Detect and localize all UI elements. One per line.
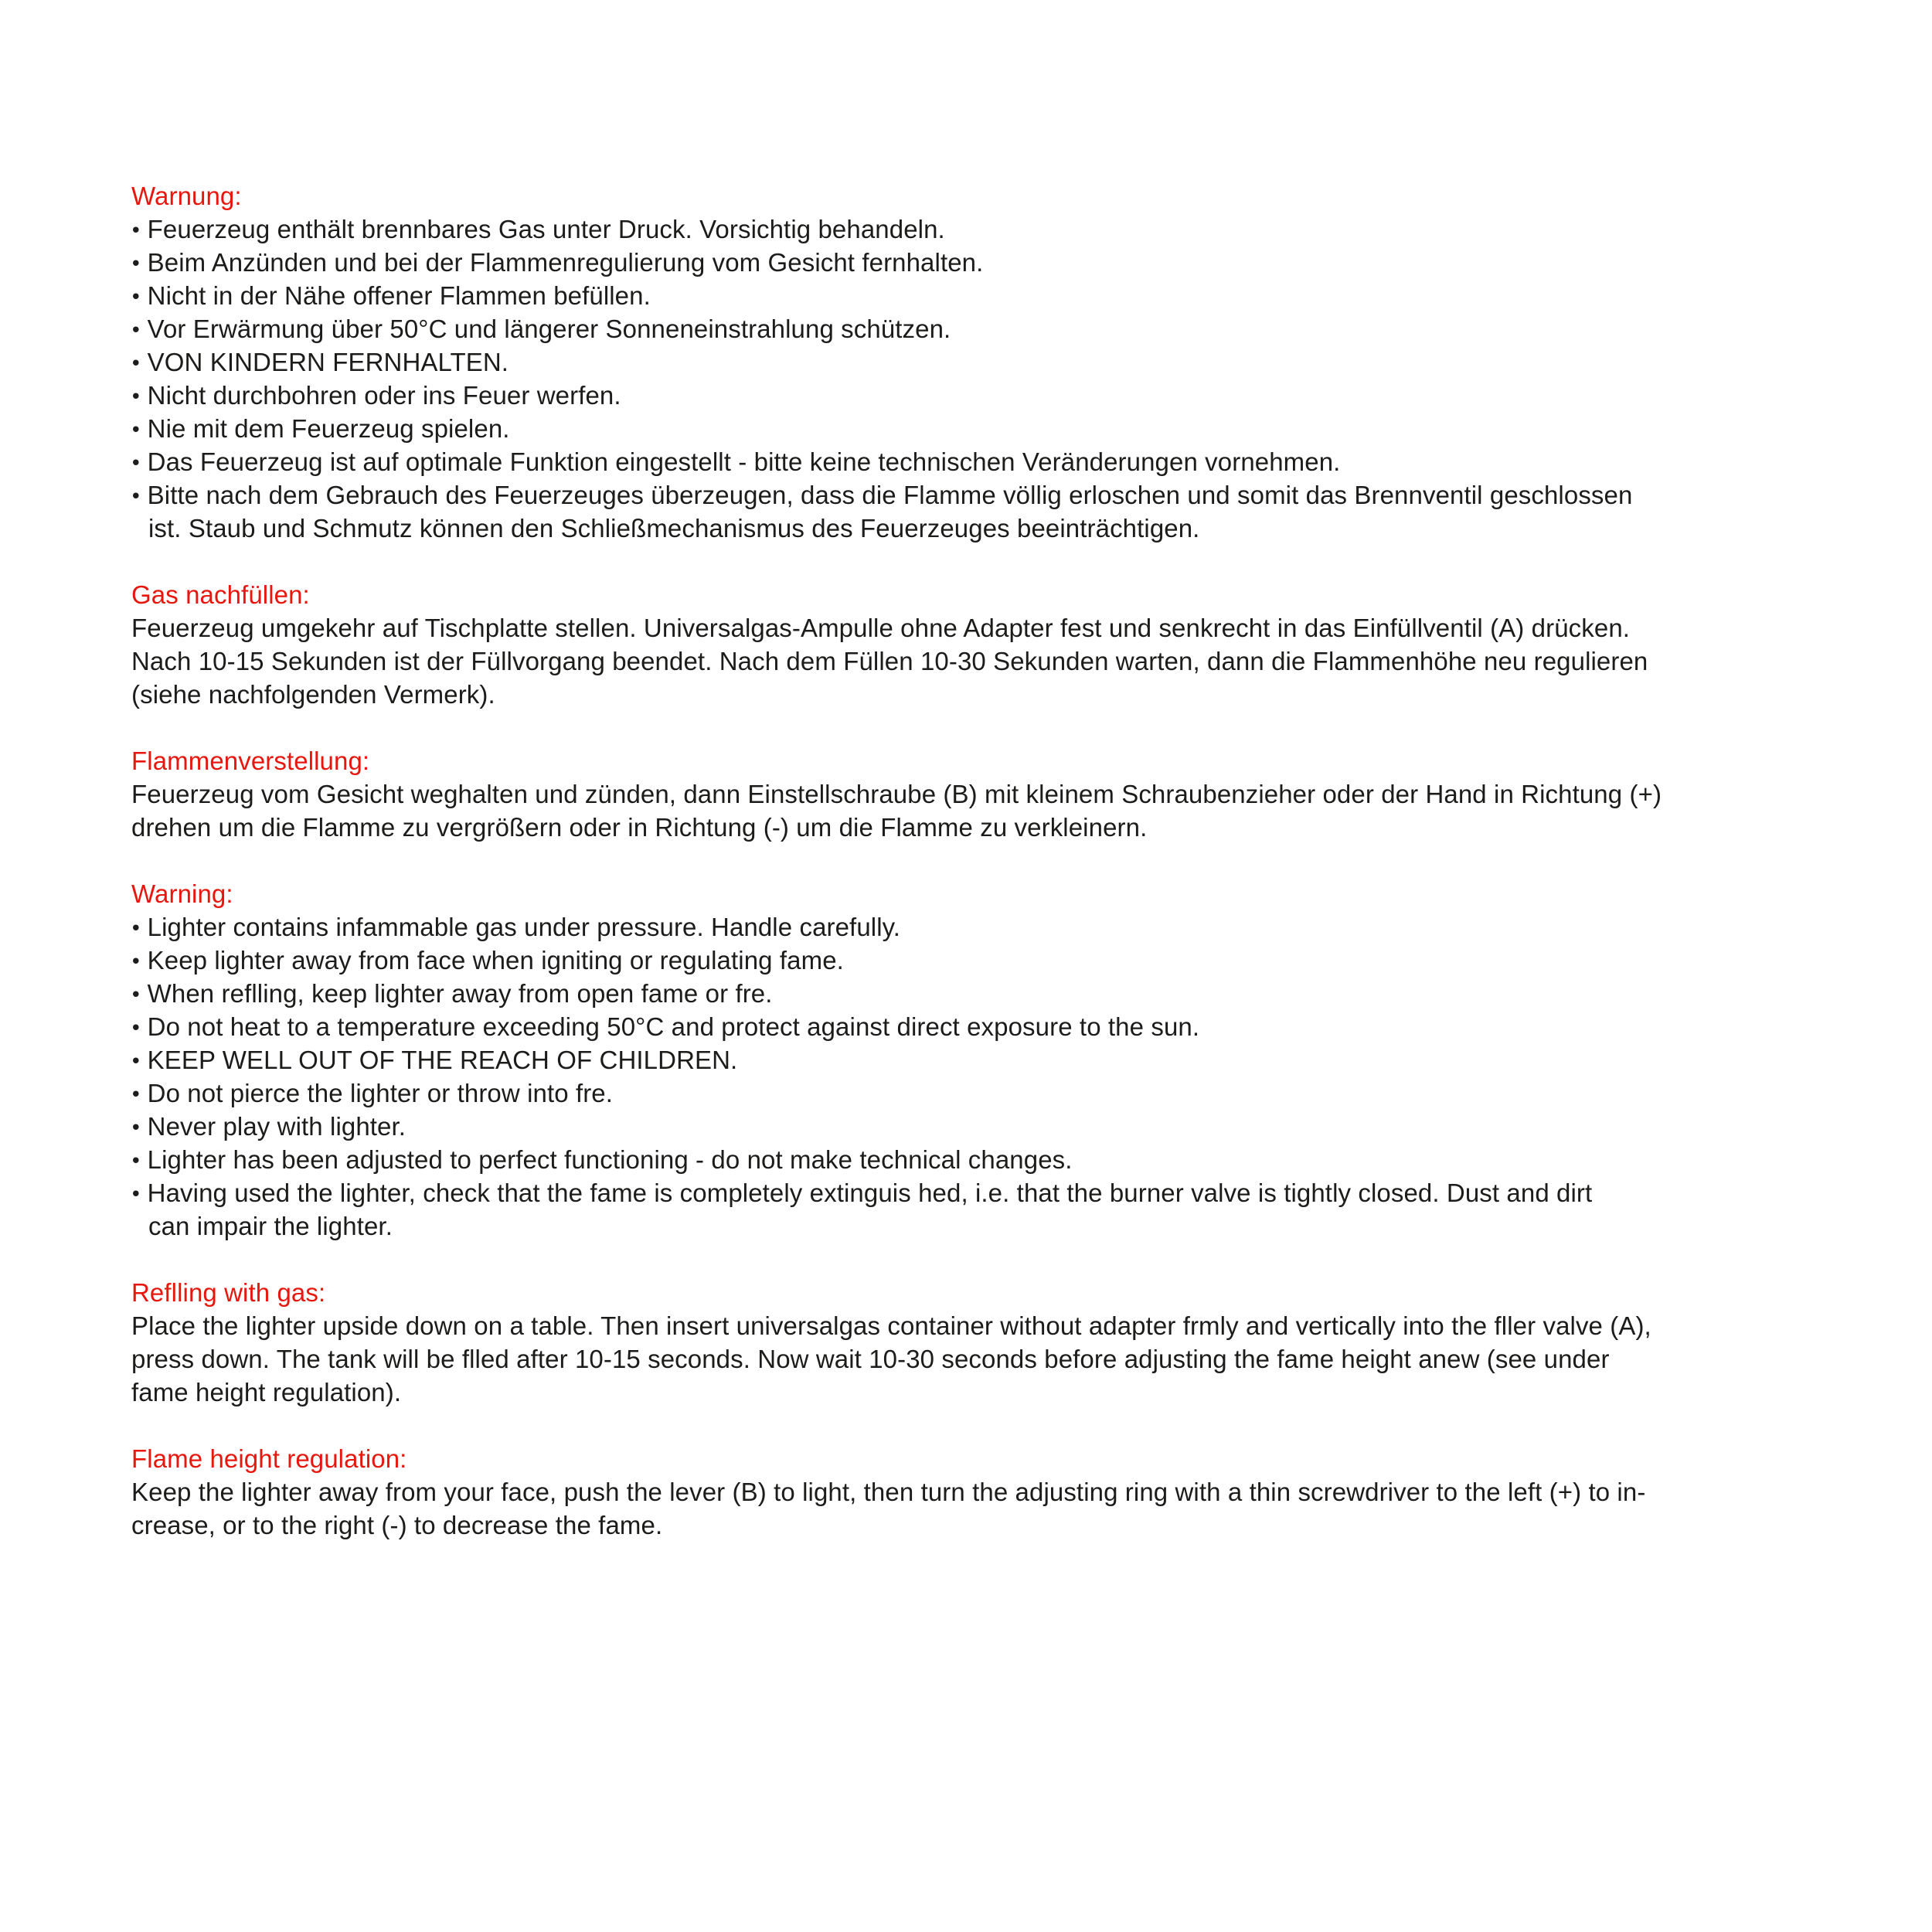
- bullet-dot-icon: •: [131, 947, 140, 973]
- line-text: Nicht in der Nähe offener Flammen befüllen.: [147, 281, 651, 310]
- body-line: [131, 279, 1839, 312]
- bullet-dot-icon: •: [131, 1147, 140, 1172]
- bullet-dot-icon: •: [131, 1114, 140, 1139]
- section-1: [131, 578, 1839, 711]
- body-line: [131, 412, 1839, 445]
- body-line: [131, 977, 1839, 1010]
- line-text: Do not heat to a temperature exceeding 50°C and protect against direct exposure to the sun.: [147, 1012, 1200, 1041]
- section-heading: Reflling with gas:: [131, 1278, 326, 1307]
- body-line: [131, 777, 1839, 811]
- section-5: [131, 1442, 1839, 1542]
- section-heading: Flammenverstellung:: [131, 747, 370, 775]
- line-text: When reflling, keep lighter away from open fame or fre.: [147, 979, 773, 1008]
- line-text: Das Feuerzeug ist auf optimale Funktion eingestellt - bitte keine technischen Veränderungen vornehmen.: [147, 447, 1341, 476]
- body-line: [131, 213, 1839, 246]
- bullet-dot-icon: •: [131, 316, 140, 342]
- line-text: Keep lighter away from face when igniting or regulating fame.: [147, 946, 844, 975]
- bullet-dot-icon: •: [131, 416, 140, 441]
- line-text: Feuerzeug vom Gesicht weghalten und zünden, dann Einstellschraube (B) mit kleinem Schraubenzieher oder der Hand in Richtung (+): [131, 780, 1662, 808]
- line-text: Lighter contains infammable gas under pressure. Handle carefully.: [147, 913, 901, 941]
- body-line: [131, 1010, 1839, 1043]
- line-text: VON KINDERN FERNHALTEN.: [147, 348, 509, 376]
- section-2: [131, 744, 1839, 844]
- line-text: Lighter has been adjusted to perfect functioning - do not make technical changes.: [147, 1145, 1073, 1174]
- section-heading: Flame height regulation:: [131, 1444, 407, 1473]
- body-line: [131, 645, 1839, 678]
- body-line: [131, 811, 1839, 844]
- body-line: [131, 1509, 1839, 1542]
- body-line: [131, 1143, 1839, 1176]
- line-text: Nach 10-15 Sekunden ist der Füllvorgang beendet. Nach dem Füllen 10-30 Sekunden warten, dann die Flammenhöhe neu regulieren: [131, 647, 1648, 675]
- line-text: fame height regulation).: [131, 1378, 402, 1406]
- line-text: Nicht durchbohren oder ins Feuer werfen.: [147, 381, 621, 410]
- section-heading: Gas nachfüllen:: [131, 580, 310, 609]
- body-line: [131, 246, 1839, 279]
- section-4: [131, 1276, 1839, 1409]
- line-text: crease, or to the right (-) to decrease the fame.: [131, 1511, 663, 1539]
- bullet-dot-icon: •: [131, 1014, 140, 1039]
- bullet-dot-icon: •: [131, 981, 140, 1006]
- bullet-dot-icon: •: [131, 216, 140, 242]
- body-line: [131, 512, 1839, 545]
- section-heading: Warning:: [131, 879, 233, 908]
- lighter-instruction-document: [131, 179, 1839, 1542]
- bullet-dot-icon: •: [131, 482, 140, 508]
- body-line: [131, 1309, 1839, 1342]
- bullet-dot-icon: •: [131, 449, 140, 474]
- body-line: [131, 611, 1839, 645]
- section-0: [131, 179, 1839, 545]
- line-text: Place the lighter upside down on a table. Then insert universalgas container without adapter frmly and vertically into the fller valve (A),: [131, 1311, 1651, 1340]
- line-text: Nie mit dem Feuerzeug spielen.: [147, 414, 510, 443]
- bullet-dot-icon: •: [131, 349, 140, 375]
- line-text: Keep the lighter away from your face, push the lever (B) to light, then turn the adjusting ring with a thin screwdriver to the left (+) to in-: [131, 1478, 1646, 1506]
- line-text: ist. Staub und Schmutz können den Schließmechanismus des Feuerzeuges beeinträchtigen.: [148, 514, 1200, 543]
- line-text: Vor Erwärmung über 50°C und längerer Sonneneinstrahlung schützen.: [147, 315, 951, 343]
- line-text: Never play with lighter.: [147, 1112, 406, 1141]
- body-line: [131, 478, 1839, 512]
- body-line: [131, 1176, 1839, 1209]
- line-text: Feuerzeug umgekehr auf Tischplatte stellen. Universalgas-Ampulle ohne Adapter fest und senkrecht in das Einfüllventil (A) drücken.: [131, 614, 1631, 642]
- body-line: [131, 312, 1839, 345]
- body-line: [131, 910, 1839, 944]
- bullet-dot-icon: •: [131, 250, 140, 275]
- body-line: [131, 1475, 1839, 1509]
- line-text: Feuerzeug enthält brennbares Gas unter Druck. Vorsichtig behandeln.: [147, 215, 945, 243]
- body-line: [131, 1209, 1839, 1243]
- body-line: [131, 1043, 1839, 1077]
- line-text: can impair the lighter.: [148, 1212, 393, 1240]
- body-line: [131, 379, 1839, 412]
- bullet-dot-icon: •: [131, 1080, 140, 1106]
- line-text: KEEP WELL OUT OF THE REACH OF CHILDREN.: [147, 1046, 738, 1074]
- line-text: press down. The tank will be flled after 10-15 seconds. Now wait 10-30 seconds before adjusting the fame height anew (see under: [131, 1345, 1610, 1373]
- line-text: Bitte nach dem Gebrauch des Feuerzeuges überzeugen, dass die Flamme völlig erloschen und somit das Brennventil geschlossen: [147, 481, 1633, 509]
- line-text: (siehe nachfolgenden Vermerk).: [131, 680, 495, 709]
- line-text: Do not pierce the lighter or throw into fre.: [147, 1079, 614, 1107]
- section-3: [131, 877, 1839, 1243]
- body-line: [131, 445, 1839, 478]
- section-heading: Warnung:: [131, 182, 242, 210]
- body-line: [131, 1376, 1839, 1409]
- line-text: Beim Anzünden und bei der Flammenregulierung vom Gesicht fernhalten.: [147, 248, 984, 277]
- body-line: [131, 1110, 1839, 1143]
- bullet-dot-icon: •: [131, 914, 140, 940]
- body-line: [131, 944, 1839, 977]
- body-line: [131, 1077, 1839, 1110]
- line-text: drehen um die Flamme zu vergrößern oder in Richtung (-) um die Flamme zu verkleinern.: [131, 813, 1148, 842]
- body-line: [131, 678, 1839, 711]
- body-line: [131, 345, 1839, 379]
- bullet-dot-icon: •: [131, 1180, 140, 1206]
- bullet-dot-icon: •: [131, 283, 140, 308]
- body-line: [131, 1342, 1839, 1376]
- bullet-dot-icon: •: [131, 383, 140, 408]
- bullet-dot-icon: •: [131, 1047, 140, 1073]
- line-text: Having used the lighter, check that the fame is completely extinguis hed, i.e. that the burner valve is tightly closed. Dust and dirt: [147, 1179, 1593, 1207]
